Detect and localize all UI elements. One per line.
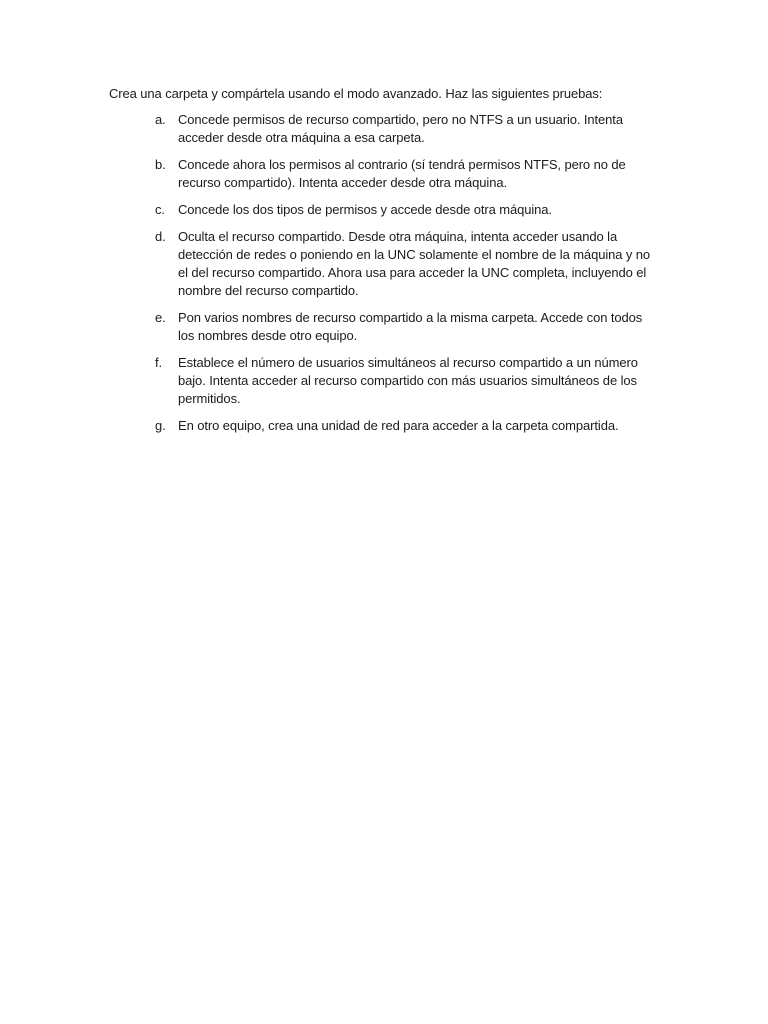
list-item [109,417,669,435]
intro-paragraph: Crea una carpeta y compártela usando el modo avanzado. Haz las siguientes pruebas: [109,86,603,101]
list-marker: f. [155,355,163,370]
list-marker: g. [155,418,166,433]
list-marker: d. [155,229,166,244]
list-item-text: Concede los dos tipos de permisos y accede desde otra máquina. [178,202,552,217]
list-item-text: En otro equipo, crea una unidad de red para acceder a la carpeta compartida. [178,418,619,433]
list-item [109,156,669,192]
list-marker: b. [155,157,166,172]
list-item [109,354,669,408]
list-marker: a. [155,112,166,127]
list-item [109,111,669,147]
list-item [109,201,669,219]
list-marker: c. [155,202,165,217]
list-item-text: Pon varios nombres de recurso compartido a la misma carpeta. Accede con todos los nombres desde otro equipo. [178,310,643,343]
list-item-text: Concede ahora los permisos al contrario (sí tendrá permisos NTFS, pero no de recurso compartido). Intenta acceder desde otra máquina. [178,157,626,190]
list-item [109,309,669,345]
document-content [109,85,669,444]
list-item-text: Establece el número de usuarios simultáneos al recurso compartido a un número bajo. Intenta acceder al recurso compartido con más usuarios simultáneos de los permitidos. [178,355,638,406]
list-item [109,228,669,300]
list-marker: e. [155,310,166,325]
list-item-text: Oculta el recurso compartido. Desde otra máquina, intenta acceder usando la detección de redes o poniendo en la UNC solamente el nombre de la máquina y no el del recurso compartido. Ahora usa para acceder la UNC completa, incluyendo el nombre del recurso compartido. [178,229,651,298]
list-item-text: Concede permisos de recurso compartido, pero no NTFS a un usuario. Intenta acceder desde otra máquina a esa carpeta. [178,112,623,145]
task-list [109,111,669,435]
